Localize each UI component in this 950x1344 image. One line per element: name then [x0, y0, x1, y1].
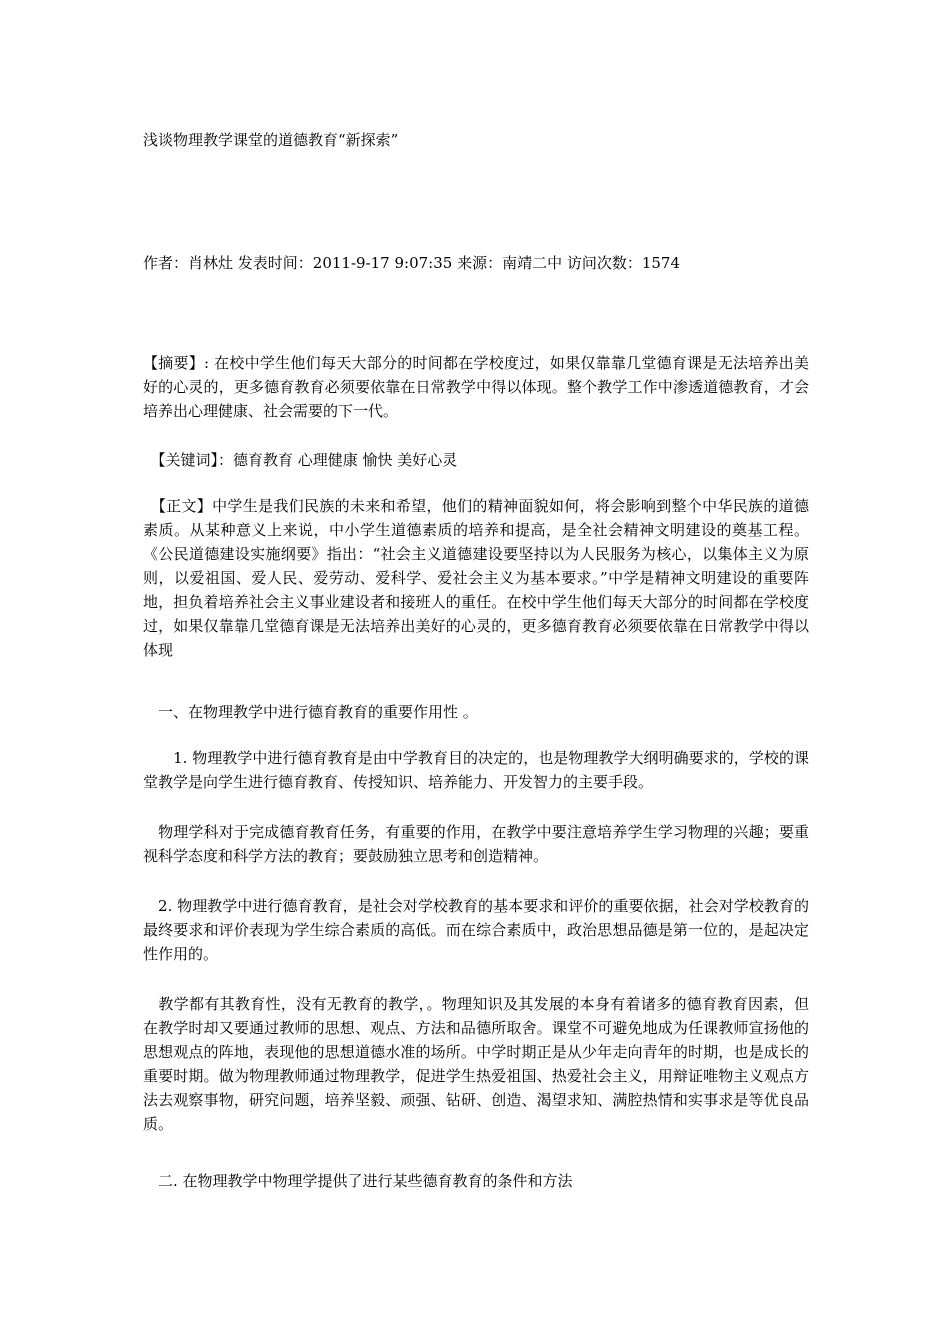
- body-paragraph: 教学都有其教育性，没有无教育的教学，。物理知识及其发展的本身有着诸多的德育教育因素，但在教学时却又要通过教师的思想、观点、方法和品德所取舍。课堂不可避免地成为任课教师宣扬他的思想观点的阵地，表现他的思想道德水准的场所。中学时期正是从少年走向青年的时期，也是成长的重要时期。做为物理教师通过物理教学，促进学生热爱祖国、热爱社会主义，用辩证唯物主义观点方法去观察事物，研究问题，培养坚毅、顽强、钻研、创造、渴望求知、满腔热情和实事求是等优良品质。: [143, 995, 809, 1133]
- body-paragraph: 1. 物理教学中进行德育教育是由中学教育目的决定的，也是物理教学大纲明确要求的，学校的课堂教学是向学生进行德育教育、传授知识、培养能力、开发智力的主要手段。: [143, 749, 809, 791]
- abstract-paragraph: 【摘要】: 在校中学生他们每天大部分的时间都在学校度过，如果仅靠靠几堂德育课是无法培养出美好的心灵的，更多德育教育必须要依靠在日常教学中得以体现。整个教学工作中渗透道德教育，才会培养出心理健康、社会需要的下一代。: [143, 354, 809, 420]
- section-heading-1: 一、在物理教学中进行德育教育的重要作用性 。: [143, 703, 478, 721]
- body-paragraph: 2. 物理教学中进行德育教育，是社会对学校教育的基本要求和评价的重要依据，社会对学校教育的最终要求和评价表现为学生综合素质的高低。而在综合素质中，政治思想品德是第一位的，是起决定性作用的。: [143, 897, 809, 963]
- section-heading-2: 二. 在物理教学中物理学提供了进行某些德育教育的条件和方法: [143, 1172, 573, 1190]
- article-title: 浅谈物理教学课堂的道德教育“新探索”: [143, 131, 399, 149]
- keywords-paragraph: 【关键词】：德育教育 心理健康 愉快 美好心灵: [143, 451, 458, 469]
- article-meta: 作者：肖林灶 发表时间：2011-9-17 9:07:35 来源：南靖二中 访问次数：1574: [143, 254, 681, 272]
- body-paragraph: 物理学科对于完成德育教育任务，有重要的作用，在教学中要注意培养学生学习物理的兴趣；要重视科学态度和科学方法的教育；要鼓励独立思考和创造精神。: [143, 823, 809, 865]
- main-text-paragraph: 【正文】中学生是我们民族的未来和希望，他们的精神面貌如何，将会影响到整个中华民族的道德素质。从某种意义上来说，中小学生道德素质的培养和提高，是全社会精神文明建设的奠基工程。《公民道德建设实施纲要》指出：“社会主义道德建设要坚持以为人民服务为核心，以集体主义为原则，以爱祖国、爱人民、爱劳动、爱科学、爱社会主义为基本要求。”中学是精神文明建设的重要阵地，担负着培养社会主义事业建设者和接班人的重任。在校中学生他们每天大部分的时间都在学校度过，如果仅靠靠几堂德育课是无法培养出美好的心灵的，更多德育教育必须要依靠在日常教学中得以体现: [143, 497, 809, 659]
